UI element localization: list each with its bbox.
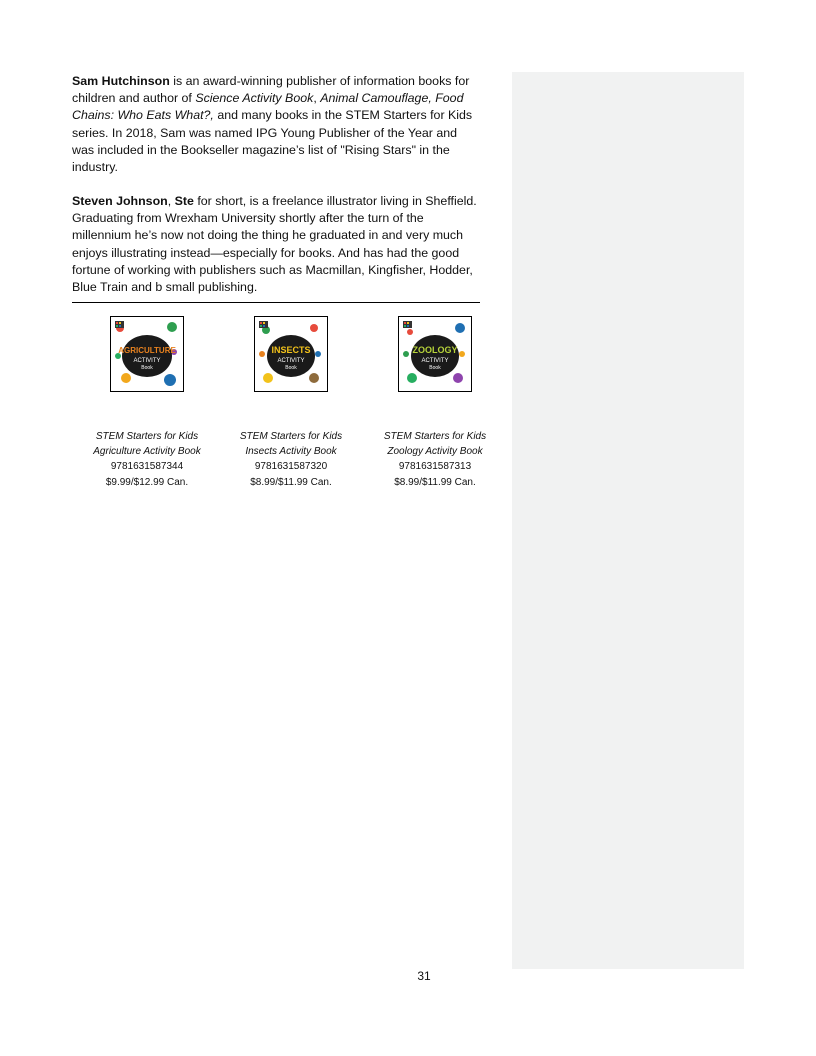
book-item (72, 316, 222, 490)
cover-title-text: AGRICULTURE (118, 346, 176, 355)
cover-book-text: Book (141, 365, 153, 371)
book-price: $8.99/$11.99 Can. (394, 476, 476, 488)
illustrator-bio (72, 193, 482, 296)
book-series: STEM Starters for Kids (239, 431, 343, 442)
cover-title-text: INSECTS (271, 345, 311, 355)
book-caption (360, 429, 510, 490)
bio-text: for short, is a freelance illustrator living in Sheffield. Graduating from Wrexham University shortly after the turn of the millennium he’s now not doing the thing he graduated in and very much enjoys illustrating instead—especially for books. And has had the good fortune of working with publishers such as Macmillan, Kingfisher, Hodder, Blue Train and b small publishing. (72, 194, 477, 295)
cover-book-text: Book (429, 365, 441, 371)
book-cover-image (400, 318, 470, 390)
book-title-ref: Animal Camouflage, Food Chains: Who Eats What?, (72, 91, 464, 123)
book-item (216, 316, 366, 490)
book-series: STEM Starters for Kids (95, 431, 199, 442)
cover-subtitle-text: ACTIVITY (133, 358, 161, 364)
book-cover-image (256, 318, 326, 390)
sidebar-panel (512, 72, 744, 969)
book-title: Agriculture Activity Book (93, 446, 201, 458)
book-cover (398, 316, 472, 392)
separator: , (313, 91, 321, 106)
bio-text: is an award-winning publisher of information books for children and author of (72, 74, 470, 106)
book-title: Insects Activity Book (245, 446, 337, 458)
book-price: $9.99/$12.99 Can. (105, 476, 189, 488)
illustrator-nickname: Ste (174, 194, 194, 208)
book-cover (254, 316, 328, 392)
author-name: Sam Hutchinson (72, 74, 170, 88)
book-title-ref: Science Activity Book (195, 91, 314, 106)
book-isbn: 9781631587313 (398, 461, 472, 473)
book-price: $8.99/$11.99 Can. (250, 476, 332, 488)
book-cover (110, 316, 184, 392)
divider (72, 302, 480, 303)
page-number: 31 (417, 969, 431, 983)
separator: , (167, 194, 175, 208)
cover-title-text: ZOOLOGY (412, 345, 458, 355)
book-cover-image (112, 318, 182, 390)
book-item (360, 316, 510, 490)
bio-text: and many books in the STEM Starters for Kids series. In 2018, Sam was named IPG Young Publisher of the Year and was included in the Bookseller magazine’s list of "Rising Stars" in the industry. (72, 108, 473, 175)
book-title: Zoology Activity Book (387, 446, 483, 458)
cover-subtitle-text: ACTIVITY (277, 358, 305, 364)
author-bio (72, 73, 482, 176)
book-isbn: 9781631587344 (110, 461, 184, 473)
book-series: STEM Starters for Kids (383, 431, 487, 442)
book-caption (216, 429, 366, 490)
book-isbn: 9781631587320 (254, 461, 328, 473)
book-caption (72, 429, 222, 490)
cover-book-text: Book (285, 365, 297, 371)
illustrator-name: Steven Johnson (72, 194, 168, 208)
cover-subtitle-text: ACTIVITY (421, 358, 449, 364)
